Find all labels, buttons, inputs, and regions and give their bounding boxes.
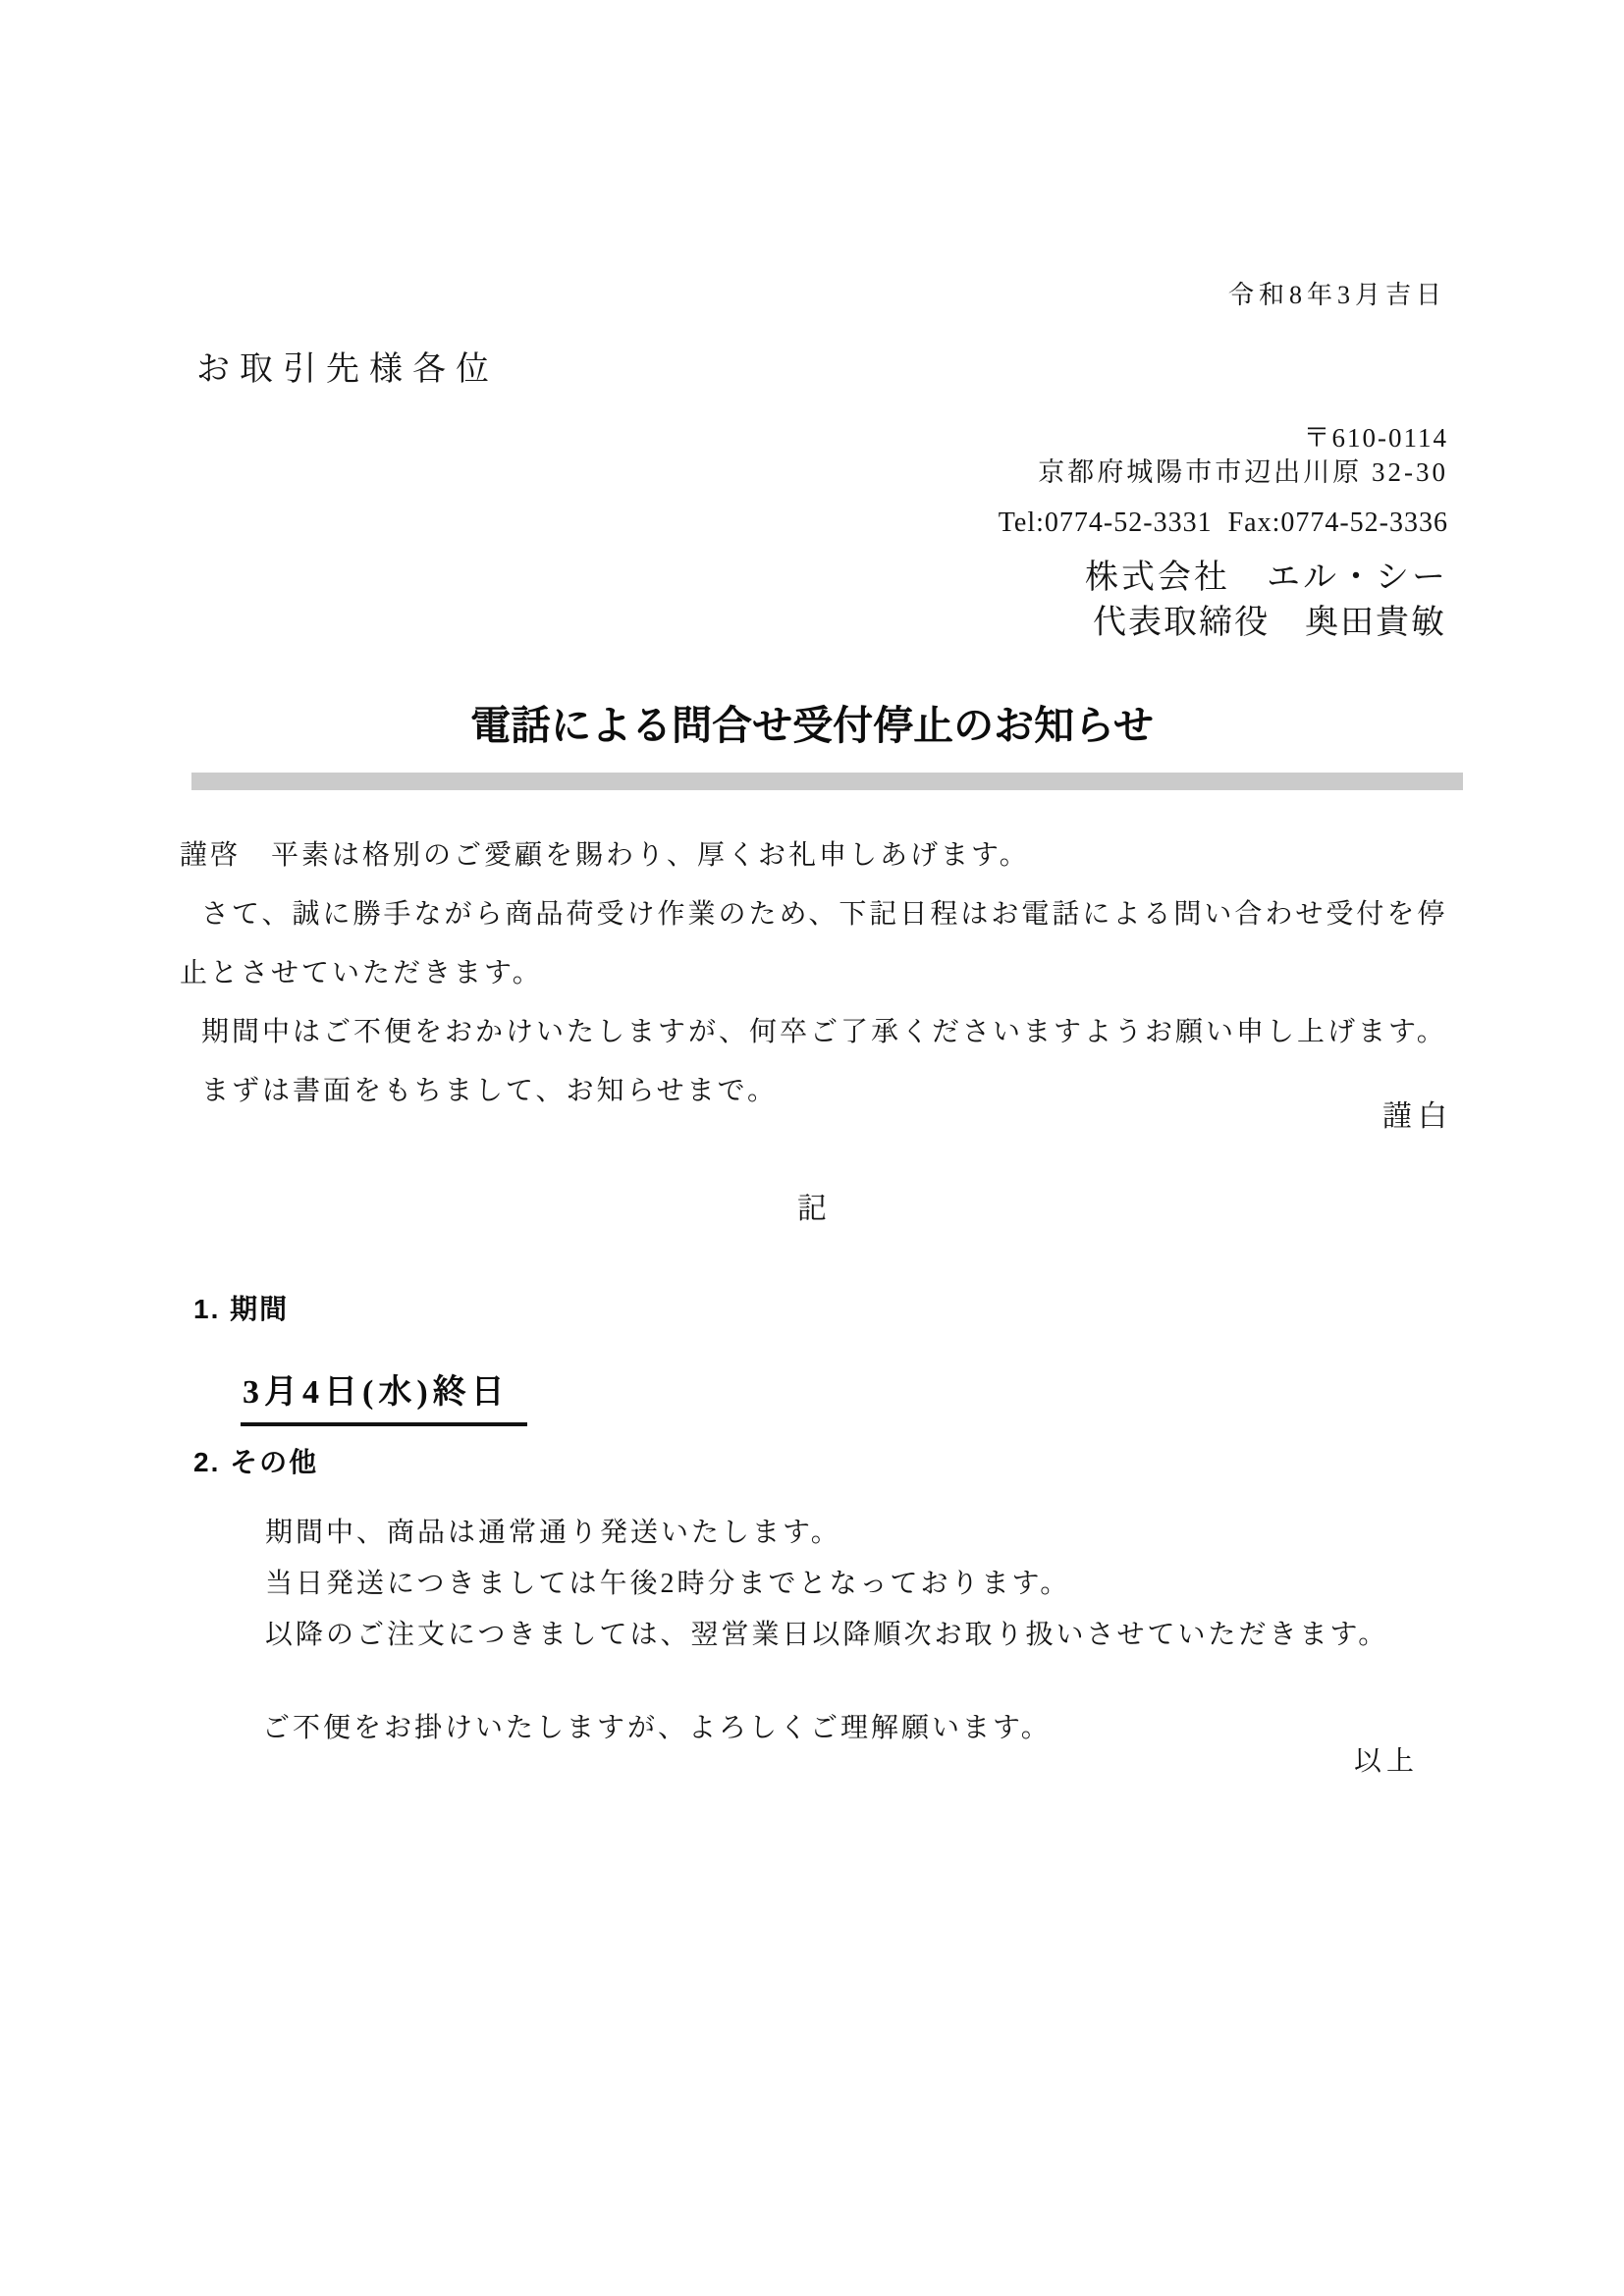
notice-title: 電話による問合せ受付停止のお知らせ bbox=[470, 703, 1154, 748]
sender-tel-fax: Tel:0774-52-3331 Fax:0774-52-3336 bbox=[998, 507, 1448, 538]
document-date: 令和8年3月吉日 bbox=[1227, 281, 1446, 309]
closing-word: 謹白 bbox=[1382, 1100, 1453, 1133]
recipient-line: お取引先様各位 bbox=[196, 351, 499, 388]
body-paragraph-3: まずは書面をもちまして、お知らせまで。 bbox=[201, 1076, 779, 1106]
suspension-period-text: 3月4日(水)終日 bbox=[241, 1364, 527, 1426]
letter-body bbox=[180, 827, 1456, 1121]
body-paragraph-2: 期間中はご不便をおかけいたしますが、何卒ご了承くださいますようお願い申し上げます。 bbox=[201, 1017, 1447, 1047]
record-marker: 記 bbox=[797, 1193, 827, 1225]
list-item: 当日発送につきましては午後2時分までとなっております。 bbox=[265, 1569, 1071, 1599]
body-paragraph-1: さて、誠に勝手ながら商品荷受け作業のため、下記日程はお電話による問い合わせ受付を停止とさせていただきます。 bbox=[180, 899, 1448, 988]
greeting-paragraph: 謹啓 平素は格別のご愛顧を賜わり、厚くお礼申しあげます。 bbox=[180, 840, 1030, 871]
divider-bar bbox=[191, 773, 1463, 790]
sender-company-name: 株式会社 エル・シー bbox=[1085, 560, 1448, 596]
section-1-heading: 1. 期間 bbox=[193, 1294, 290, 1324]
suspension-period bbox=[241, 1364, 527, 1426]
sender-representative: 代表取締役 奥田貴敏 bbox=[1093, 605, 1446, 641]
list-item: 以降のご注文につきましては、翌営業日以降順次お取り扱いさせていただきます。 bbox=[265, 1620, 1389, 1650]
note-paragraph: ご不便をお掛けいたしますが、よろしくご理解願います。 bbox=[262, 1713, 1052, 1743]
list-item: 期間中、商品は通常通り発送いたします。 bbox=[265, 1518, 841, 1548]
other-items-list bbox=[265, 1508, 1492, 1661]
section-2-heading: 2. その他 bbox=[193, 1447, 319, 1477]
end-marker: 以上 bbox=[1353, 1746, 1419, 1777]
sender-postal-code: 〒610-0114 bbox=[1303, 423, 1448, 453]
sender-address: 京都府城陽市市辺出川原 32-30 bbox=[1038, 457, 1448, 487]
